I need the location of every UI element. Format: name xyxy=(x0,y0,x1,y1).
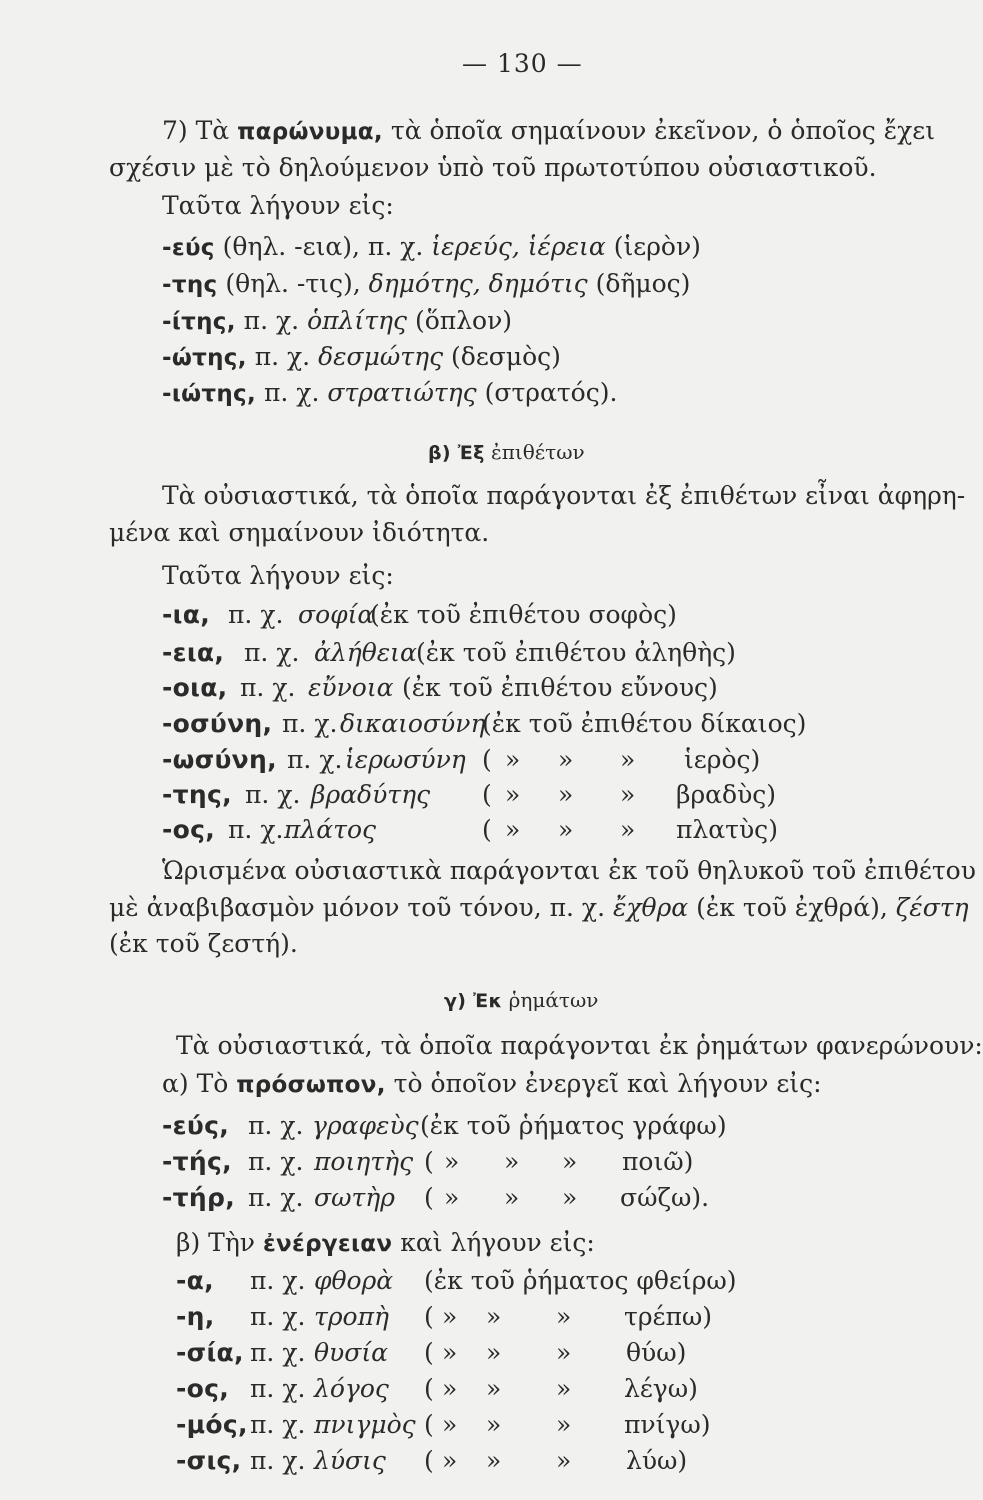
ditto-mark: » xyxy=(486,1374,502,1403)
suffix: -εύς xyxy=(162,235,215,261)
example: τροπὴ xyxy=(314,1302,389,1331)
source-word: ἱερὸς) xyxy=(684,745,761,774)
ditto-mark: » xyxy=(442,1410,458,1439)
section-heading-adjectives xyxy=(428,436,585,469)
example: θυσία xyxy=(314,1338,388,1367)
source-word: θύω) xyxy=(626,1338,687,1367)
suffix: -εια, xyxy=(162,638,225,667)
ditto-mark: » xyxy=(556,1338,572,1367)
ditto-mark: » xyxy=(486,1410,502,1439)
suffix: -α, xyxy=(176,1266,214,1295)
abbrev: π. χ. xyxy=(250,1446,306,1475)
abbrev: π. χ. xyxy=(248,1183,304,1212)
paragraph-line: μένα καὶ σημαίνουν ἰδιότητα. xyxy=(109,518,490,547)
paren: ( xyxy=(424,1302,434,1331)
example: σοφία xyxy=(298,600,375,629)
abbrev: π. χ. xyxy=(282,709,338,738)
ditto-mark: » xyxy=(504,1183,520,1212)
text: (θηλ. -τις), xyxy=(217,269,369,298)
suffix: -μός, xyxy=(176,1410,248,1439)
abbrev: π. χ. xyxy=(248,1111,304,1140)
suffix: -ος, xyxy=(162,815,216,844)
suffix: -τήρ, xyxy=(162,1183,236,1212)
abbrev: π. χ. xyxy=(250,1302,306,1331)
example: εὔνοια xyxy=(308,673,394,702)
suffix: -εύς, xyxy=(162,1111,229,1140)
abbrev: π. χ. xyxy=(250,1338,306,1367)
source-word: βραδὺς) xyxy=(676,780,777,809)
ditto-mark: » xyxy=(504,1147,520,1176)
ditto-mark: » xyxy=(620,745,636,774)
suffix: -ίτης, xyxy=(162,309,236,335)
paren: ( xyxy=(482,815,492,844)
term: ἐνέργειαν xyxy=(262,1231,393,1257)
text: (δεσμὸς) xyxy=(443,342,561,371)
section-b-intro: Ταῦτα λήγουν εἰς: xyxy=(162,561,394,590)
text: (θηλ. -εια), π. χ. xyxy=(214,232,432,261)
text: τὰ ὁποῖα σημαίνουν ἐκεῖνον, ὁ ὁποῖος ἔχει xyxy=(382,116,936,145)
text: π. χ. xyxy=(246,342,319,371)
source: (ἐκ τοῦ ἐπιθέτου δίκαιος) xyxy=(482,709,807,738)
example: ὁπλίτης xyxy=(307,306,408,335)
subsection-a-intro xyxy=(162,1068,822,1101)
example: δικαιοσύνη xyxy=(340,709,486,738)
example: πλάτος xyxy=(284,815,377,844)
suffix: -σία, xyxy=(176,1338,244,1367)
ditto-mark: » xyxy=(505,815,521,844)
abbrev: π. χ. xyxy=(287,745,343,774)
text: 7) Τὰ xyxy=(162,116,238,145)
ditto-mark: » xyxy=(556,1302,572,1331)
text: α) Τὸ xyxy=(162,1069,237,1098)
suffix: -οσύνη, xyxy=(162,709,273,738)
section7-line2: σχέσιν μὲ τὸ δηλούμενον ὑπὸ τοῦ πρωτοτύπου οὐσιαστικοῦ. xyxy=(109,153,877,182)
suffix: -ωσύνη, xyxy=(162,745,277,774)
abbrev: π. χ. xyxy=(250,1266,306,1295)
ditto-mark: » xyxy=(558,815,574,844)
text: (δῆμος) xyxy=(587,269,691,298)
ditto-mark: » xyxy=(505,780,521,809)
suffix: -της, xyxy=(162,780,232,809)
abbrev: π. χ. xyxy=(250,1374,306,1403)
suffix: -τής, xyxy=(162,1147,232,1176)
abbrev: π. χ. xyxy=(250,1410,306,1439)
example: λύσις xyxy=(314,1446,386,1475)
example: βραδύτης xyxy=(311,780,431,809)
paren: ( xyxy=(424,1183,434,1212)
source-word: πλατὺς) xyxy=(676,815,778,844)
suffix: -η, xyxy=(176,1302,215,1331)
source-word: πνίγω) xyxy=(624,1410,711,1439)
suffix-row xyxy=(162,305,512,338)
source: (ἐκ τοῦ ἐπιθέτου ἀληθὴς) xyxy=(416,638,736,667)
paragraph-line: Τὰ οὐσιαστικά, τὰ ὁποῖα παράγονται ἐκ ῥημάτων φανερώνουν: xyxy=(176,1031,983,1060)
text: μὲ ἀναβιβασμὸν μόνον τοῦ τόνου, π. χ. xyxy=(109,893,613,922)
suffix: -ια, xyxy=(162,600,210,629)
ditto-mark: » xyxy=(562,1147,578,1176)
abbrev: π. χ. xyxy=(228,815,284,844)
paren: ( xyxy=(482,745,492,774)
suffix-row xyxy=(162,377,617,410)
example: ἱερωσύνη xyxy=(345,745,466,774)
example: σωτὴρ xyxy=(314,1183,395,1212)
abbrev: π. χ. xyxy=(244,638,300,667)
abbrev: π. χ. xyxy=(248,1147,304,1176)
ditto-mark: » xyxy=(442,1446,458,1475)
source-word: λύω) xyxy=(626,1446,688,1475)
example: δημότης, δημότις xyxy=(368,269,588,298)
text: β) Τὴν xyxy=(176,1228,263,1257)
abbrev: π. χ. xyxy=(240,673,296,702)
ditto-mark: » xyxy=(558,745,574,774)
note-line: (ἐκ τοῦ ζεστή). xyxy=(109,929,298,958)
text: (ἐκ τοῦ ἐχθρά), xyxy=(688,893,896,922)
ditto-mark: » xyxy=(620,815,636,844)
paren: ( xyxy=(482,780,492,809)
text: (στρατός). xyxy=(476,378,618,407)
paren: ( xyxy=(424,1410,434,1439)
suffix-row xyxy=(162,268,690,301)
example: πνιγμὸς xyxy=(314,1410,416,1439)
example: φθορὰ xyxy=(314,1266,394,1295)
text: τὸ ὁποῖον ἐνεργεῖ καὶ λήγουν εἰς: xyxy=(385,1069,822,1098)
note-line xyxy=(109,892,969,924)
ditto-mark: » xyxy=(556,1410,572,1439)
heading-label: β) Ἐξ xyxy=(428,442,485,464)
section-heading-verbs xyxy=(444,984,598,1017)
suffix: -οια, xyxy=(162,673,228,702)
source-word: τρέπω) xyxy=(624,1302,713,1331)
text: π. χ. xyxy=(235,306,308,335)
source: (ἐκ τοῦ ἐπιθέτου εὔνους) xyxy=(402,673,718,702)
ditto-mark: » xyxy=(442,1374,458,1403)
example: λόγος xyxy=(314,1374,389,1403)
source-word: ποιῶ) xyxy=(622,1147,694,1176)
term: παρώνυμα, xyxy=(237,119,383,145)
section7-line1 xyxy=(162,115,935,148)
subsection-b-intro xyxy=(176,1227,595,1260)
text: (ὅπλον) xyxy=(407,306,513,335)
paren: ( xyxy=(424,1446,434,1475)
paragraph-line: Τὰ οὐσιαστικά, τὰ ὁποῖα παράγονται ἐξ ἐπιθέτων εἶναι ἀφηρη- xyxy=(162,481,966,510)
example: ἱερεύς, ἱέρεια xyxy=(431,232,606,261)
ditto-mark: » xyxy=(442,1302,458,1331)
ditto-mark: » xyxy=(505,745,521,774)
ditto-mark: » xyxy=(486,1446,502,1475)
ditto-mark: » xyxy=(444,1183,460,1212)
paren: ( xyxy=(424,1147,434,1176)
abbrev: π. χ. xyxy=(228,600,284,629)
example: ἀλήθεια xyxy=(314,638,417,667)
text: καὶ λήγουν εἰς: xyxy=(392,1228,595,1257)
note-line: Ὡρισμένα οὐσιαστικὰ παράγονται ἐκ τοῦ θηλυκοῦ τοῦ ἐπιθέτου xyxy=(162,856,976,885)
source: (ἐκ τοῦ ῥήματος γράφω) xyxy=(420,1111,727,1140)
term: πρόσωπον, xyxy=(236,1072,386,1098)
section7-intro: Ταῦτα λήγουν εἰς: xyxy=(162,191,394,220)
source-word: λέγω) xyxy=(624,1374,698,1403)
example: στρατιώτης xyxy=(327,378,477,407)
suffix: -ος, xyxy=(176,1374,230,1403)
ditto-mark: » xyxy=(556,1374,572,1403)
page-number: — 130 — xyxy=(462,49,583,78)
example: ἔχθρα xyxy=(612,893,689,922)
example: δεσμώτης xyxy=(318,342,444,371)
suffix-row xyxy=(162,341,561,374)
suffix: -ώτης, xyxy=(162,345,247,371)
heading-word: ἐπιθέτων xyxy=(491,440,585,464)
heading-word: ῥημάτων xyxy=(508,988,599,1012)
example: ποιητὴς xyxy=(314,1147,414,1176)
ditto-mark: » xyxy=(442,1338,458,1367)
text: (ἱερὸν) xyxy=(605,232,701,261)
source: (ἐκ τοῦ ῥήματος φθείρω) xyxy=(424,1266,737,1295)
source: (ἐκ τοῦ ἐπιθέτου σοφὸς) xyxy=(370,600,677,629)
paren: ( xyxy=(424,1338,434,1367)
ditto-mark: » xyxy=(558,780,574,809)
ditto-mark: » xyxy=(562,1183,578,1212)
paren: ( xyxy=(424,1374,434,1403)
ditto-mark: » xyxy=(486,1338,502,1367)
source-word: σώζω). xyxy=(620,1183,710,1212)
ditto-mark: » xyxy=(620,780,636,809)
suffix-row xyxy=(162,231,701,264)
suffix: -ιώτης, xyxy=(162,381,257,407)
suffix: -σις, xyxy=(176,1446,242,1475)
example: ζέστη xyxy=(895,893,969,922)
ditto-mark: » xyxy=(444,1147,460,1176)
heading-label: γ) Ἐκ xyxy=(444,990,503,1012)
example: γραφεὺς xyxy=(312,1111,419,1140)
ditto-mark: » xyxy=(556,1446,572,1475)
ditto-mark: » xyxy=(486,1302,502,1331)
abbrev: π. χ. xyxy=(245,780,301,809)
suffix: -της xyxy=(162,272,218,298)
text: π. χ. xyxy=(256,378,328,407)
